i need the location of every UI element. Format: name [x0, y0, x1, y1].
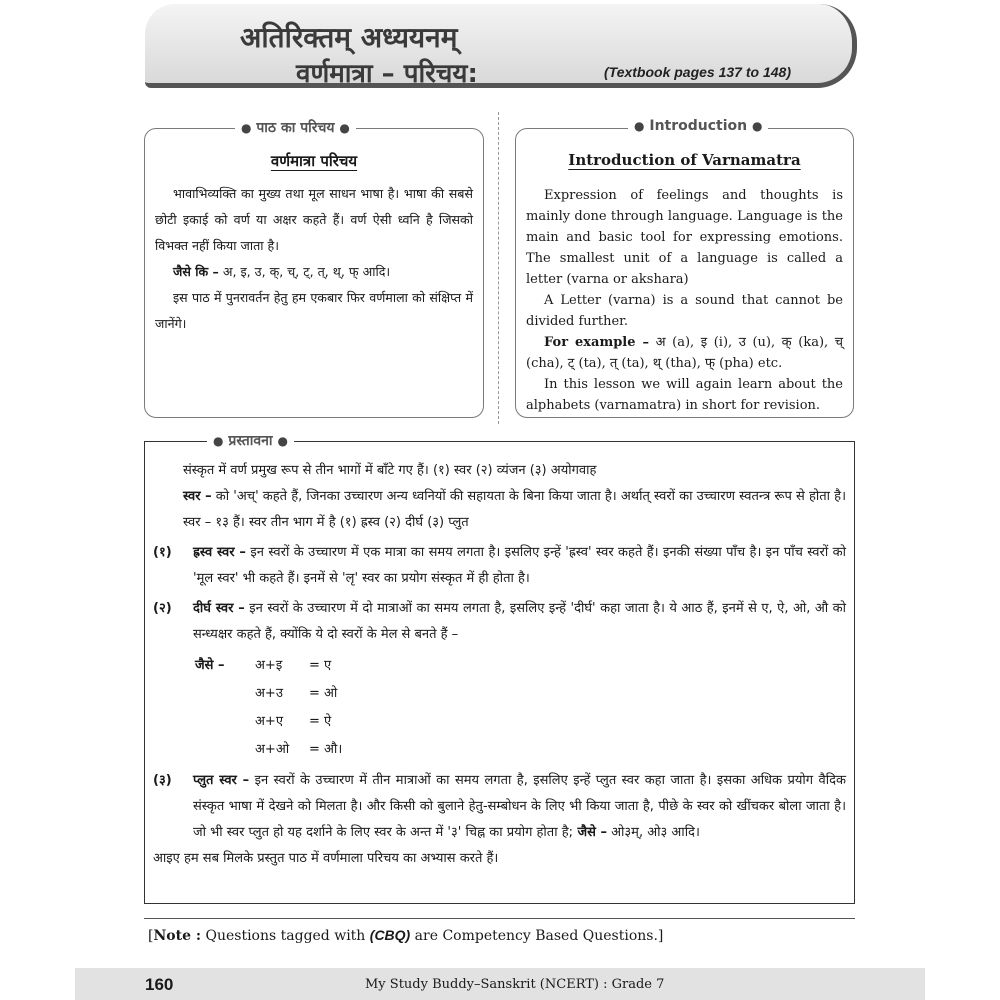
intro-english-heading: Introduction of Varnamatra — [568, 151, 801, 169]
column-divider — [498, 112, 499, 424]
example-text: अ, इ, उ, क्, च्, ट्, त्, थ्, फ् आदि। — [218, 264, 391, 279]
prastavana-line1: संस्कृत में वर्ण प्रमुख रूप से तीन भागों में बाँटे गए हैं। (१) स्वर (२) व्यंजन (३) अयोगवाह — [183, 463, 597, 478]
example-rhs: = औ। — [309, 742, 343, 757]
example-rhs: = ए — [309, 658, 332, 673]
example-lhs: अ+उ — [255, 686, 283, 701]
list-item — [153, 768, 846, 846]
item-number: (१) — [153, 545, 172, 560]
intro-hindi-body — [145, 171, 483, 337]
page-number: 160 — [145, 975, 174, 994]
list-item — [153, 540, 846, 592]
swar-text: को 'अच्' कहते हैं, जिनका उच्चारण अन्य ध्वनियों की सहायता के बिना किया जाता है। अर्थात् स्वरों का उच्चारण स्वतन्त्र रूप से होता है। स्वर – १३ हैं। स्वर तीन भाग में है (१) ह्रस्व (२) दीर्घ (३) प्लुत — [183, 489, 846, 530]
note-text: are Competency Based Questions.] — [410, 928, 664, 944]
list-item — [153, 596, 846, 648]
chapter-title-line1: अतिरिक्तम् अध्ययनम् — [240, 21, 458, 54]
example-row — [195, 736, 846, 764]
note-divider — [144, 918, 855, 919]
intro-hindi-example — [155, 259, 473, 285]
item-lead: प्लुत स्वर – — [193, 773, 250, 788]
example-lhs: अ+ए — [255, 714, 284, 729]
bullet-icon: ● — [752, 119, 763, 133]
intro-hindi-para1: भावाभिव्यक्ति का मुख्य तथा मूल साधन भाषा है। भाषा की सबसे छोटी इकाई को वर्ण या अक्षर कहते हैं। वर्ण ऐसी ध्वनि है जिसको विभक्त नहीं किया जाता है। — [155, 186, 473, 253]
example-row — [195, 680, 846, 708]
intro-english-label — [628, 118, 768, 134]
item-number: (२) — [153, 601, 172, 616]
intro-hindi-label — [235, 118, 356, 137]
prastavana-closing: आइए हम सब मिलके प्रस्तुत पाठ में वर्णमाला परिचय का अभ्यास करते हैं। — [153, 851, 499, 866]
example-row — [195, 652, 846, 680]
page-footer — [75, 968, 925, 1000]
note-lead: Note : — [153, 928, 202, 944]
book-title: My Study Buddy–Sanskrit (NCERT) : Grade 7 — [365, 977, 665, 992]
prastavana-box — [144, 433, 855, 904]
example-lhs: अ+ओ — [255, 742, 290, 757]
sandhi-examples — [153, 652, 846, 764]
prastavana-body — [145, 442, 854, 872]
intro-hindi-heading: वर्णमात्रा परिचय — [270, 152, 358, 170]
intro-english-para2: A Letter (varna) is a sound that cannot be divided further. — [526, 293, 843, 329]
intro-english-body — [516, 169, 853, 416]
bullet-icon: ● — [339, 121, 350, 135]
intro-english-para1: Expression of feelings and thoughts is mainly done through language. Language is the main and basic tool for expressing emotions. The smallest unit of a language is called a letter (varna or akshara) — [526, 188, 843, 287]
textbook-pages: (Textbook pages 137 to 148) — [604, 64, 791, 80]
bullet-icon: ● — [213, 434, 224, 448]
example-text: अ (a), इ (i), उ (u), क् (ka), च् (cha), ट् (ta), त् (ta), थ् (tha), फ् (pha) etc. — [526, 335, 844, 371]
intro-english-para4: In this lesson we will again learn about the alphabets (varnamatra) in short for revision. — [526, 377, 843, 413]
item-tail-text: ओ३म्, ओ३ आदि। — [606, 825, 700, 840]
prastavana-label-text: प्रस्तावना — [228, 433, 273, 449]
item-lead: दीर्घ स्वर – — [193, 601, 245, 616]
example-lead: For example – — [544, 335, 650, 350]
bullet-icon: ● — [241, 121, 252, 135]
prastavana-label — [207, 431, 294, 450]
example-rhs: = ऐ — [309, 714, 332, 729]
intro-hindi-label-text: पाठ का परिचय — [256, 120, 335, 136]
note-text: Questions tagged with — [201, 928, 370, 944]
item-lead: ह्रस्व स्वर – — [193, 545, 246, 560]
chapter-title-line2: वर्णमात्रा – परिचय: — [296, 59, 478, 89]
intro-english-example — [526, 332, 843, 374]
example-rhs: = ओ — [309, 686, 338, 701]
bullet-icon: ● — [634, 119, 645, 133]
examples-lead: जैसे – — [195, 658, 225, 673]
bullet-icon: ● — [277, 434, 288, 448]
item-text: इन स्वरों के उच्चारण में दो मात्राओं का समय लगता है, इसलिए इन्हें 'दीर्घ' कहा जाता है। ये आठ हैं, इनमें से ए, ऐ, ओ, औ को सन्ध्यक्षर कहते हैं, क्योंकि ये दो स्वरों के मेल से बनते हैं – — [193, 601, 846, 642]
item-text: इन स्वरों के उच्चारण में एक मात्रा का समय लगता है। इसलिए इन्हें 'ह्रस्व' स्वर कहते हैं। इनकी संख्या पाँच है। इन पाँच स्वरों को 'मूल स्वर' भी कहते हैं। इनमें से 'लृ' स्वर का प्रयोग संस्कृत में ही होता है। — [193, 545, 846, 586]
item-text: इन स्वरों के उच्चारण में तीन मात्राओं का समय लगता है, इसलिए इन्हें प्लुत स्वर कहा जाता है। इसका अधिक प्रयोग वैदिक संस्कृत भाषा में देखने को मिलता है। और किसी को बुलाने हेतु-सम्बोधन के लिए भी किया जाता है, पीछे के स्वर को खींचकर बोला जाता है। जो भी स्वर प्लुत हो यह दर्शाने के लिए स्वर के अन्त में '३' चिह्न का प्रयोग होता है; — [193, 773, 846, 840]
intro-english-label-text: Introduction — [649, 118, 748, 134]
item-number: (३) — [153, 773, 172, 788]
intro-hindi-para3: इस पाठ में पुनरावर्तन हेतु हम एकबार फिर वर्णमाला को संक्षिप्त में जानेंगे। — [155, 290, 473, 331]
intro-english-box — [515, 118, 854, 418]
example-lhs: अ+इ — [255, 658, 283, 673]
prastavana-swar — [153, 484, 846, 536]
item-tail-lead: जैसे – — [572, 825, 607, 840]
note — [148, 927, 663, 944]
example-row — [195, 708, 846, 736]
intro-hindi-box — [144, 120, 484, 418]
swar-lead: स्वर – — [183, 489, 212, 504]
cbq-tag: (CBQ) — [369, 927, 411, 943]
note-bracket: [ — [148, 928, 154, 944]
example-lead: जैसे कि – — [173, 264, 219, 279]
